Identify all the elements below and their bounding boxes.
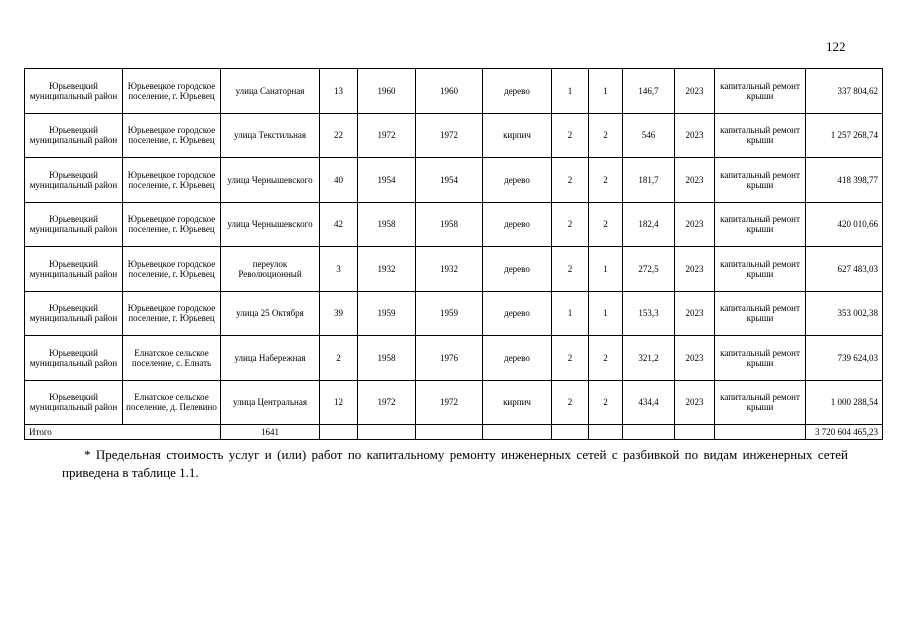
empty-cell: [358, 425, 416, 440]
house-number-cell: 2: [320, 336, 358, 381]
floors-cell: 2: [552, 202, 589, 247]
entrances-cell: 1: [589, 291, 623, 336]
repair-year-cell: 2023: [675, 336, 715, 381]
cost-cell: 353 002,38: [806, 291, 883, 336]
table-row: [25, 380, 883, 425]
year-built-cell: 1959: [358, 291, 416, 336]
municipal-district-cell: Юрьевецкий муниципальный район: [25, 247, 123, 292]
year-built-cell: 1972: [358, 113, 416, 158]
repair-year-cell: 2023: [675, 380, 715, 425]
year-built-cell: 1954: [358, 158, 416, 203]
work-type-cell: капитальный ремонт крыши: [715, 291, 806, 336]
table-row: [25, 336, 883, 381]
repair-year-cell: 2023: [675, 202, 715, 247]
area-cell: 434,4: [623, 380, 675, 425]
empty-cell: [320, 425, 358, 440]
floors-cell: 2: [552, 247, 589, 292]
cost-cell: 418 398,77: [806, 158, 883, 203]
total-label: Итого: [25, 425, 221, 440]
year-renovated-cell: 1976: [416, 336, 483, 381]
municipal-district-cell: Юрьевецкий муниципальный район: [25, 158, 123, 203]
street-cell: улица Центральная: [221, 380, 320, 425]
settlement-cell: Елнатское сельское поселение, д. Пелевино: [123, 380, 221, 425]
house-number-cell: 39: [320, 291, 358, 336]
work-type-cell: капитальный ремонт крыши: [715, 158, 806, 203]
wall-material-cell: кирпич: [483, 380, 552, 425]
footnote: * Предельная стоимость услуг и (или) работ по капитальному ремонту инженерных сетей с разбивкой по видам инженерных сетей приведена в таблице 1.1.: [62, 447, 848, 480]
street-cell: улица Санаторная: [221, 69, 320, 114]
empty-cell: [675, 425, 715, 440]
table-row: [25, 291, 883, 336]
floors-cell: 1: [552, 69, 589, 114]
year-built-cell: 1932: [358, 247, 416, 292]
empty-cell: [715, 425, 806, 440]
work-type-cell: капитальный ремонт крыши: [715, 202, 806, 247]
year-renovated-cell: 1972: [416, 380, 483, 425]
cost-cell: 420 010,66: [806, 202, 883, 247]
total-row: [25, 425, 883, 440]
total-count: 1641: [221, 425, 320, 440]
house-number-cell: 42: [320, 202, 358, 247]
cost-cell: 337 804,62: [806, 69, 883, 114]
entrances-cell: 1: [589, 69, 623, 114]
year-built-cell: 1958: [358, 336, 416, 381]
cost-cell: 739 624,03: [806, 336, 883, 381]
area-cell: 546: [623, 113, 675, 158]
repair-year-cell: 2023: [675, 113, 715, 158]
repair-year-cell: 2023: [675, 69, 715, 114]
table-row: [25, 202, 883, 247]
work-type-cell: капитальный ремонт крыши: [715, 247, 806, 292]
house-number-cell: 12: [320, 380, 358, 425]
cost-cell: 1 000 288,54: [806, 380, 883, 425]
cost-cell: 1 257 268,74: [806, 113, 883, 158]
settlement-cell: Юрьевецкое городское поселение, г. Юрьевец: [123, 113, 221, 158]
municipal-district-cell: Юрьевецкий муниципальный район: [25, 69, 123, 114]
settlement-cell: Юрьевецкое городское поселение, г. Юрьевец: [123, 291, 221, 336]
municipal-district-cell: Юрьевецкий муниципальный район: [25, 336, 123, 381]
year-renovated-cell: 1959: [416, 291, 483, 336]
empty-cell: [623, 425, 675, 440]
wall-material-cell: дерево: [483, 336, 552, 381]
street-cell: улица Чернышевского: [221, 158, 320, 203]
building-repair-table: [24, 68, 883, 440]
entrances-cell: 2: [589, 336, 623, 381]
area-cell: 272,5: [623, 247, 675, 292]
wall-material-cell: дерево: [483, 158, 552, 203]
floors-cell: 1: [552, 291, 589, 336]
wall-material-cell: дерево: [483, 69, 552, 114]
area-cell: 182,4: [623, 202, 675, 247]
year-built-cell: 1958: [358, 202, 416, 247]
municipal-district-cell: Юрьевецкий муниципальный район: [25, 380, 123, 425]
floors-cell: 2: [552, 380, 589, 425]
settlement-cell: Юрьевецкое городское поселение, г. Юрьевец: [123, 158, 221, 203]
year-renovated-cell: 1958: [416, 202, 483, 247]
entrances-cell: 2: [589, 158, 623, 203]
house-number-cell: 3: [320, 247, 358, 292]
entrances-cell: 2: [589, 202, 623, 247]
entrances-cell: 1: [589, 247, 623, 292]
settlement-cell: Юрьевецкое городское поселение, г. Юрьевец: [123, 69, 221, 114]
settlement-cell: Елнатское сельское поселение, с. Елнать: [123, 336, 221, 381]
repair-year-cell: 2023: [675, 247, 715, 292]
empty-cell: [483, 425, 552, 440]
house-number-cell: 40: [320, 158, 358, 203]
table-row: [25, 247, 883, 292]
page-number: 122: [826, 39, 846, 54]
table-row: [25, 113, 883, 158]
repair-year-cell: 2023: [675, 158, 715, 203]
street-cell: улица Текстильная: [221, 113, 320, 158]
street-cell: переулок Революционный: [221, 247, 320, 292]
municipal-district-cell: Юрьевецкий муниципальный район: [25, 113, 123, 158]
entrances-cell: 2: [589, 113, 623, 158]
repair-year-cell: 2023: [675, 291, 715, 336]
year-renovated-cell: 1960: [416, 69, 483, 114]
municipal-district-cell: Юрьевецкий муниципальный район: [25, 202, 123, 247]
cost-cell: 627 483,03: [806, 247, 883, 292]
house-number-cell: 13: [320, 69, 358, 114]
empty-cell: [416, 425, 483, 440]
municipal-district-cell: Юрьевецкий муниципальный район: [25, 291, 123, 336]
wall-material-cell: кирпич: [483, 113, 552, 158]
wall-material-cell: дерево: [483, 291, 552, 336]
work-type-cell: капитальный ремонт крыши: [715, 380, 806, 425]
work-type-cell: капитальный ремонт крыши: [715, 69, 806, 114]
year-renovated-cell: 1954: [416, 158, 483, 203]
work-type-cell: капитальный ремонт крыши: [715, 336, 806, 381]
table-row: [25, 158, 883, 203]
total-amount: 3 720 604 465,23: [806, 425, 883, 440]
floors-cell: 2: [552, 113, 589, 158]
settlement-cell: Юрьевецкое городское поселение, г. Юрьевец: [123, 202, 221, 247]
area-cell: 146,7: [623, 69, 675, 114]
area-cell: 321,2: [623, 336, 675, 381]
work-type-cell: капитальный ремонт крыши: [715, 113, 806, 158]
entrances-cell: 2: [589, 380, 623, 425]
area-cell: 181,7: [623, 158, 675, 203]
house-number-cell: 22: [320, 113, 358, 158]
year-renovated-cell: 1932: [416, 247, 483, 292]
floors-cell: 2: [552, 158, 589, 203]
empty-cell: [589, 425, 623, 440]
table-row: [25, 69, 883, 114]
floors-cell: 2: [552, 336, 589, 381]
settlement-cell: Юрьевецкое городское поселение, г. Юрьевец: [123, 247, 221, 292]
year-built-cell: 1972: [358, 380, 416, 425]
street-cell: улица 25 Октября: [221, 291, 320, 336]
wall-material-cell: дерево: [483, 247, 552, 292]
empty-cell: [552, 425, 589, 440]
year-built-cell: 1960: [358, 69, 416, 114]
area-cell: 153,3: [623, 291, 675, 336]
wall-material-cell: дерево: [483, 202, 552, 247]
street-cell: улица Набережная: [221, 336, 320, 381]
street-cell: улица Чернышевского: [221, 202, 320, 247]
year-renovated-cell: 1972: [416, 113, 483, 158]
